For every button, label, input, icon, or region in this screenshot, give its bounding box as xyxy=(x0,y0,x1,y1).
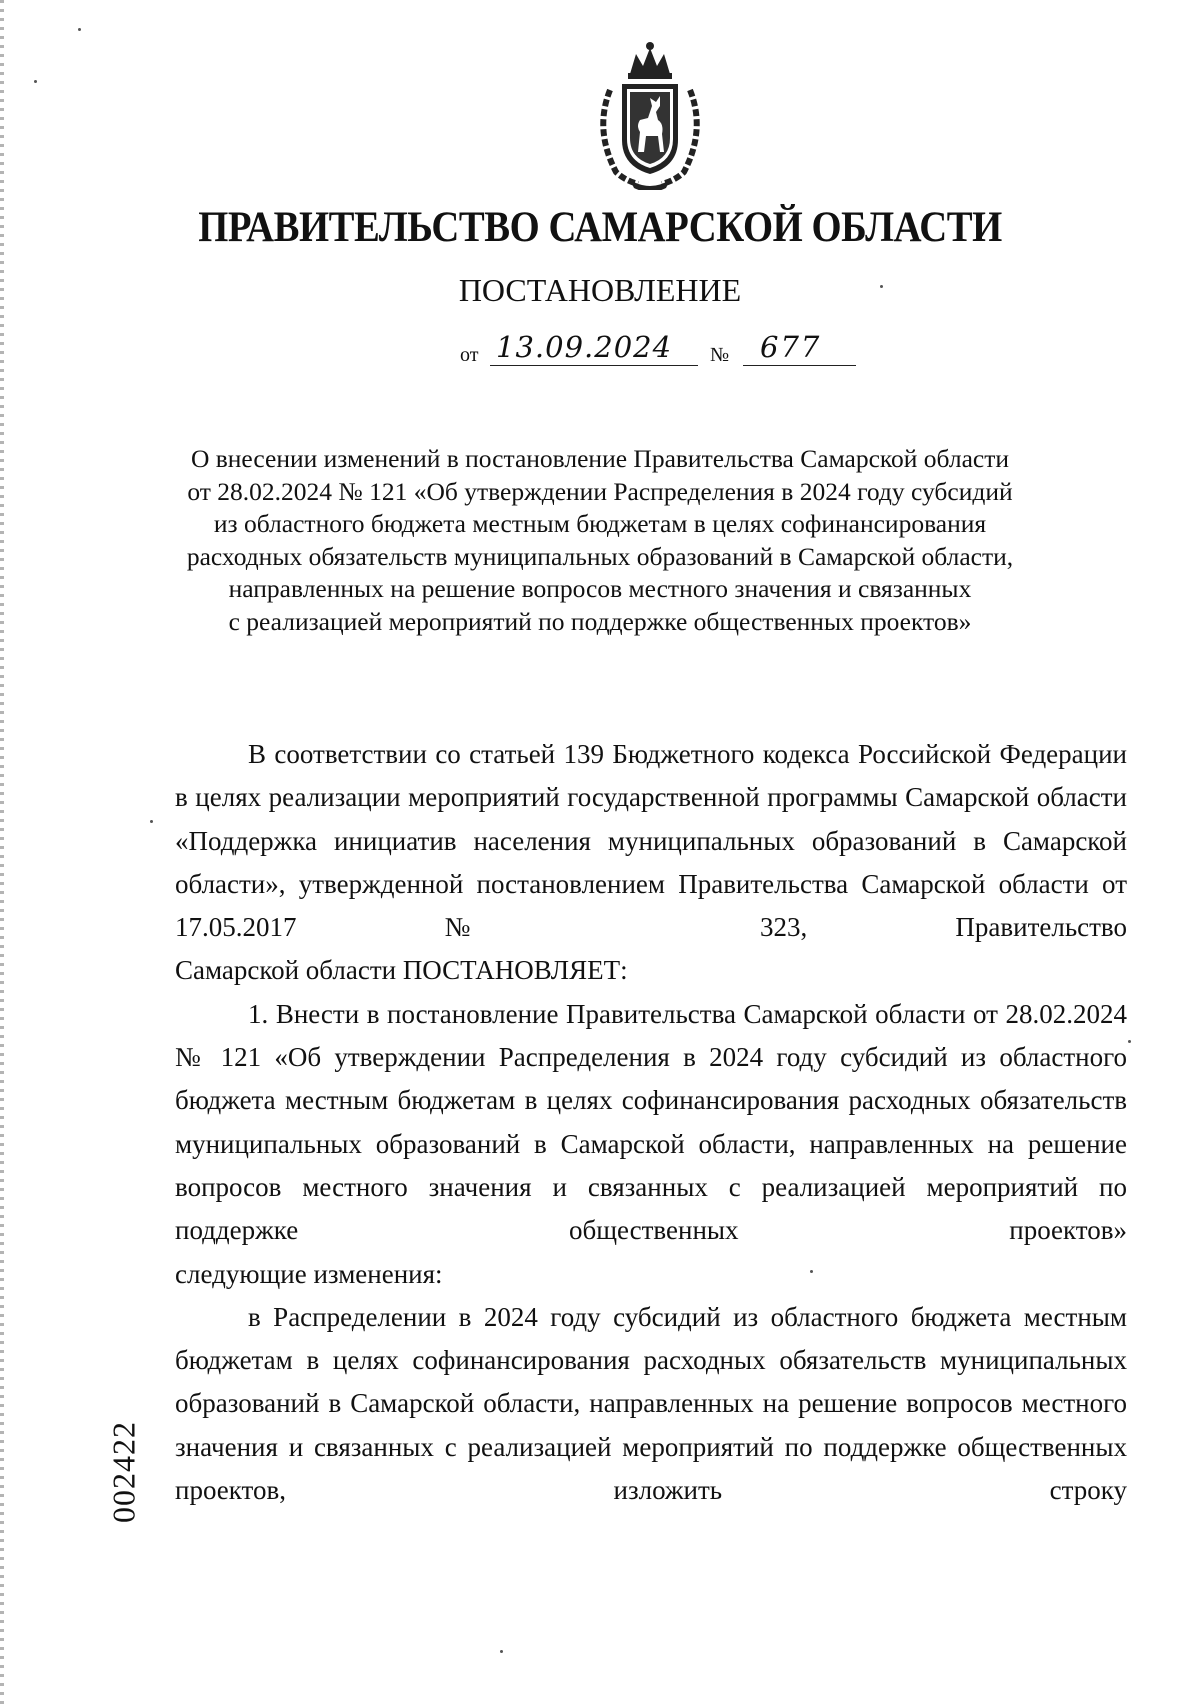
scan-speck xyxy=(78,28,81,31)
date-underline xyxy=(490,365,698,366)
paragraph-text: следующие изменения: xyxy=(175,1258,443,1289)
scan-speck xyxy=(150,820,153,823)
subject-line: О внесении изменений в постановление Правительства Самарской области xyxy=(190,444,1010,473)
document-type: ПОСТАНОВЛЕНИЕ xyxy=(458,272,742,308)
subject-line: от 28.02.2024 № 121 «Об утверждении Распределения в 2024 году субсидий xyxy=(187,476,1013,506)
body-paragraph-preamble xyxy=(175,733,1127,949)
subject-line: расходных обязательств муниципальных образований в Самарской области, xyxy=(186,541,1014,571)
scan-speck xyxy=(1128,1040,1131,1043)
document-body xyxy=(175,733,1127,1512)
number-label: № xyxy=(710,344,730,366)
subject-line: направленных на решение вопросов местного значения и связанных xyxy=(228,574,972,604)
paragraph-text: Самарской области ПОСТАНОВЛЯЕТ: xyxy=(175,955,628,986)
body-paragraph-item-1 xyxy=(175,993,1127,1253)
paragraph-text: 1. Внести в постановление Правительства Самарской области от 28.02.2024 № 121 «Об утверждении Распределения в 2024 году субсидий из областного бюджета местным бюджетам в целях софинансирования расходных обязательств муниципальных образований в Самарской области, направленных на решение вопросов местного значения и связанных с реализацией мероприятий по поддержке общественных проектов» xyxy=(175,998,1127,1246)
body-paragraph-preamble-end xyxy=(175,949,1127,992)
document-date-number xyxy=(460,332,860,372)
document-date: 13.09.2024 xyxy=(496,330,673,364)
scan-edge xyxy=(0,0,4,1705)
paragraph-text: в Распределении в 2024 году субсидий из областного бюджета местным бюджетам в целях софинансирования расходных обязательств муниципальных образований в Самарской области, направленных на решение вопросов местного значения и связанных с реализацией мероприятий по поддержке общественных проектов, изложить строку xyxy=(175,1301,1127,1506)
number-underline xyxy=(743,365,856,366)
samara-region-coat-of-arms-icon xyxy=(580,40,720,190)
body-paragraph-item-1-end xyxy=(175,1253,1127,1296)
side-serial-number: 002422 xyxy=(105,1421,142,1523)
body-paragraph-amendment xyxy=(175,1296,1127,1512)
subject-line: из областного бюджета местным бюджетам в целях софинансирования xyxy=(213,509,987,539)
scan-speck xyxy=(34,80,37,83)
document-number: 677 xyxy=(760,330,822,364)
scan-speck xyxy=(880,285,883,288)
organization-title: ПРАВИТЕЛЬСТВО САМАРСКОЙ ОБЛАСТИ xyxy=(198,204,1002,251)
paragraph-text: В соответствии со статьей 139 Бюджетного кодекса Российской Федерации в целях реализации мероприятий государственной программы Самарской области «Поддержка инициатив населения муниципальных образований в Самарской области», утвержденной постановлением Правительства Самарской области от 17.05.2017 № 323, Правительство xyxy=(175,739,1127,943)
subject-line: с реализацией мероприятий по поддержке общественных проектов» xyxy=(228,606,972,636)
document-subject xyxy=(160,443,1040,639)
date-label: от xyxy=(460,344,479,366)
scan-speck xyxy=(500,1650,503,1653)
scan-speck xyxy=(810,1270,813,1273)
